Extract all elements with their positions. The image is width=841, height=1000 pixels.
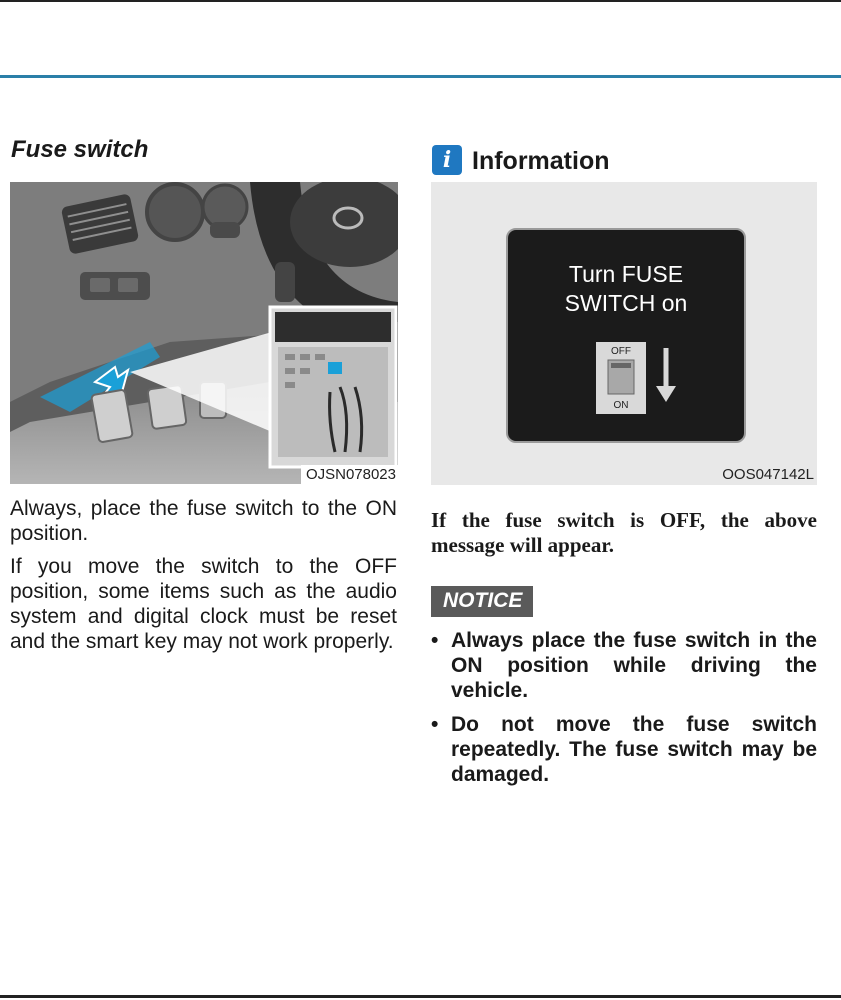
dashboard-fuse-switch-figure: [10, 182, 398, 484]
switch-off-label: OFF: [611, 346, 631, 357]
cluster-display: [506, 228, 746, 443]
notice-item-text: Always place the fuse switch in the ON position while driving the vehicle.: [451, 629, 817, 702]
information-text: If the fuse switch is OFF, the above message will appear.: [431, 508, 817, 557]
notice-badge: NOTICE: [431, 586, 533, 617]
notice-item-text: Do not move the fuse switch repeatedly. The fuse switch may be damaged.: [451, 713, 817, 786]
list-item: [431, 628, 817, 703]
fuse-switch-icon: [508, 230, 744, 441]
display-line-1: Turn FUSE: [568, 261, 684, 287]
paragraph: Always, place the fuse switch to the ON position.: [10, 497, 397, 545]
switch-on-label: ON: [613, 400, 629, 411]
notice-list: [431, 628, 817, 796]
list-item: [431, 712, 817, 787]
bullet: •: [431, 713, 439, 736]
figure-code: OJSN078023: [301, 465, 398, 484]
bottom-rule: [0, 995, 841, 998]
display-line-2: SWITCH on: [564, 290, 688, 316]
info-icon: i: [432, 145, 462, 175]
header-rule: [0, 75, 841, 78]
body-text: [10, 496, 397, 662]
section-title: Fuse switch: [11, 136, 149, 163]
information-label: Information: [472, 147, 610, 175]
dashboard-illustration: [10, 182, 398, 484]
cluster-message-figure: [431, 182, 817, 485]
bullet: •: [431, 629, 439, 652]
paragraph: If you move the switch to the OFF position, some items such as the audio system and digital clock must be reset and the smart key may not work properly.: [10, 555, 397, 653]
top-rule: [0, 0, 841, 2]
figure-code: OOS047142L: [722, 466, 814, 483]
